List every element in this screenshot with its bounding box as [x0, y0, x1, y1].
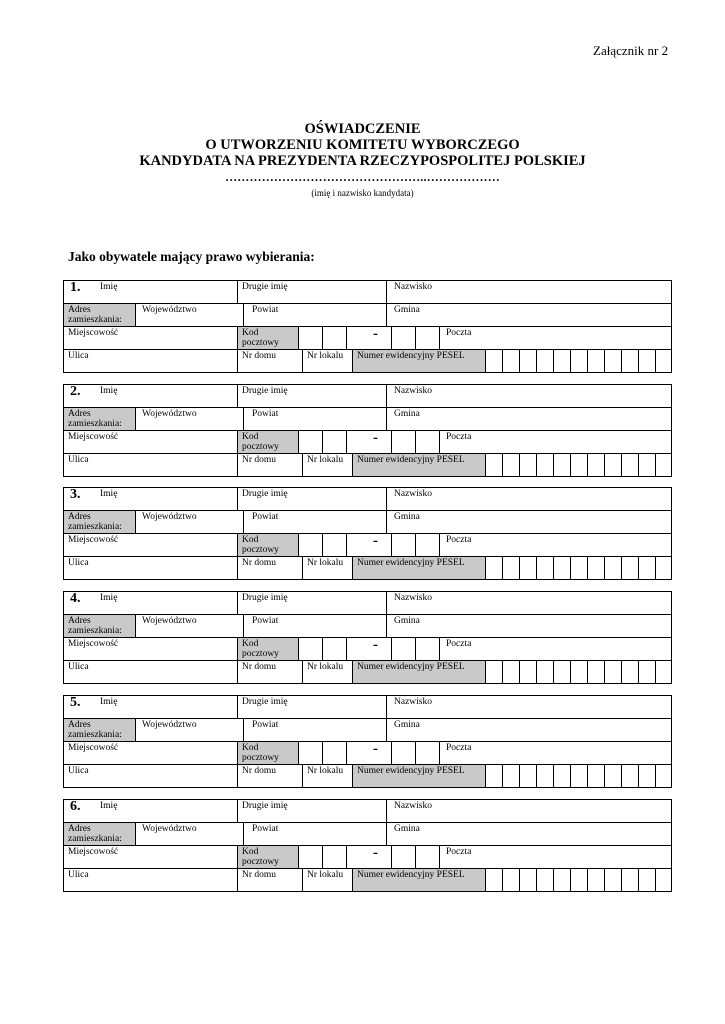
address-label-text: Adres zamieszkania: [68, 616, 122, 636]
pesel-digit-box[interactable] [621, 764, 639, 788]
last-name-field-text: Nazwisko [394, 282, 432, 292]
form-title: OŚWIADCZENIE [304, 121, 421, 137]
county-field[interactable] [243, 822, 387, 846]
commune-field-text: Gmina [394, 512, 420, 522]
street-field[interactable] [63, 660, 238, 684]
pesel-digit-box[interactable] [655, 868, 672, 892]
postal-digit-box[interactable] [391, 741, 416, 765]
postal-digit-box[interactable] [322, 741, 347, 765]
locality-field-text: Miejscowość [68, 328, 119, 338]
second-name-field[interactable] [237, 280, 387, 304]
commune-field-text: Gmina [394, 720, 420, 730]
first-name-field-text: Imię [100, 593, 118, 603]
pesel-label [352, 764, 486, 788]
second-name-field-text: Drugie imię [242, 593, 288, 603]
locality-field[interactable] [63, 637, 238, 661]
commune-field-text: Gmina [394, 824, 420, 834]
pesel-digit-box[interactable] [519, 660, 537, 684]
commune-field[interactable] [386, 407, 672, 431]
pesel-digit-box[interactable] [485, 453, 503, 477]
pesel-digit-box[interactable] [536, 764, 554, 788]
postal-digit-box[interactable] [298, 533, 323, 557]
pesel-digit-box[interactable] [485, 764, 503, 788]
address-label [63, 407, 136, 431]
house-number-field-text: Nr domu [242, 766, 277, 776]
voivodeship-field[interactable] [135, 407, 244, 431]
post-office-field-text: Poczta [446, 432, 472, 442]
pesel-digit-box[interactable] [485, 556, 503, 580]
postal-dash: - [373, 637, 378, 653]
pesel-digit-box[interactable] [502, 453, 520, 477]
address-label-text: Adres zamieszkania: [68, 305, 122, 325]
pesel-digit-box[interactable] [485, 868, 503, 892]
first-name-field-text: Imię [100, 489, 118, 499]
post-office-field-text: Poczta [446, 743, 472, 753]
post-office-field[interactable] [439, 430, 672, 454]
pesel-digit-box[interactable] [621, 660, 639, 684]
last-name-field-text: Nazwisko [394, 386, 432, 396]
pesel-digit-box[interactable] [485, 349, 503, 373]
flat-number-field[interactable] [302, 764, 353, 788]
pesel-digit-box[interactable] [604, 453, 622, 477]
voivodeship-field[interactable] [135, 614, 244, 638]
pesel-label-text: Numer ewidencyjny PESEL [357, 662, 465, 672]
last-name-field-text: Nazwisko [394, 489, 432, 499]
postal-code-label [237, 741, 299, 765]
person-block [63, 487, 671, 579]
county-field-text: Powiat [252, 720, 279, 730]
postal-dash: - [373, 741, 378, 757]
county-field-text: Powiat [252, 305, 279, 315]
voivodeship-field-text: Województwo [142, 616, 197, 626]
pesel-digit-box[interactable] [536, 660, 554, 684]
pesel-digit-box[interactable] [553, 349, 571, 373]
address-label [63, 822, 136, 846]
street-field-text: Ulica [68, 766, 89, 776]
first-name-field-text: Imię [100, 386, 118, 396]
voivodeship-field-text: Województwo [142, 305, 197, 315]
attachment-label: Załącznik nr 2 [593, 43, 669, 58]
street-field[interactable] [63, 556, 238, 580]
pesel-digit-box[interactable] [587, 349, 605, 373]
commune-field[interactable] [386, 718, 672, 742]
post-office-field-text: Poczta [446, 328, 472, 338]
postal-digit-box[interactable] [298, 845, 323, 869]
post-office-field-text: Poczta [446, 639, 472, 649]
pesel-digit-box[interactable] [553, 453, 571, 477]
pesel-digit-box[interactable] [502, 868, 520, 892]
address-label [63, 614, 136, 638]
post-office-field-text: Poczta [446, 535, 472, 545]
pesel-digit-box[interactable] [570, 556, 588, 580]
address-label-text: Adres zamieszkania: [68, 720, 122, 740]
postal-code-label-text: Kod pocztowy [242, 847, 279, 867]
house-number-field-text: Nr domu [242, 662, 277, 672]
voivodeship-field[interactable] [135, 822, 244, 846]
post-office-field[interactable] [439, 637, 672, 661]
last-name-field[interactable] [386, 384, 672, 408]
county-field[interactable] [243, 718, 387, 742]
person-number: 3. [70, 487, 81, 502]
street-field-text: Ulica [68, 558, 89, 568]
commune-field-text: Gmina [394, 409, 420, 419]
county-field[interactable] [243, 614, 387, 638]
postal-digit-box[interactable] [391, 533, 416, 557]
pesel-digit-box[interactable] [485, 660, 503, 684]
street-field[interactable] [63, 349, 238, 373]
pesel-label [352, 660, 486, 684]
locality-field[interactable] [63, 326, 238, 350]
first-name-field-text: Imię [100, 697, 118, 707]
pesel-digit-box[interactable] [519, 349, 537, 373]
postal-code-label-text: Kod pocztowy [242, 743, 279, 763]
candidate-name-hint: (imię i nazwisko kandydata) [311, 188, 414, 198]
postal-digit-box[interactable] [322, 845, 347, 869]
pesel-digit-box[interactable] [638, 660, 656, 684]
postal-dash-cell [346, 741, 392, 765]
pesel-label-text: Numer ewidencyjny PESEL [357, 351, 465, 361]
postal-dash: - [373, 533, 378, 549]
pesel-label-text: Numer ewidencyjny PESEL [357, 766, 465, 776]
voivodeship-field[interactable] [135, 718, 244, 742]
last-name-field[interactable] [386, 487, 672, 511]
pesel-digit-box[interactable] [553, 764, 571, 788]
pesel-digit-box[interactable] [519, 556, 537, 580]
postal-dash: - [373, 845, 378, 861]
form-subtitle-2: KANDYDATA NA PREZYDENTA RZECZYPOSPOLITEJ POLSKIEJ [139, 153, 586, 169]
pesel-digit-box[interactable] [655, 764, 672, 788]
street-field[interactable] [63, 764, 238, 788]
house-number-field[interactable] [237, 453, 303, 477]
pesel-digit-box[interactable] [502, 660, 520, 684]
locality-field-text: Miejscowość [68, 639, 119, 649]
second-name-field-text: Drugie imię [242, 386, 288, 396]
voivodeship-field-text: Województwo [142, 409, 197, 419]
postal-dash: - [373, 430, 378, 446]
locality-field[interactable] [63, 741, 238, 765]
locality-field[interactable] [63, 533, 238, 557]
postal-digit-box[interactable] [298, 637, 323, 661]
candidate-name-line[interactable]: …………………………………………..……………… [225, 170, 500, 184]
commune-field[interactable] [386, 822, 672, 846]
county-field[interactable] [243, 510, 387, 534]
street-field-text: Ulica [68, 870, 89, 880]
second-name-field[interactable] [237, 799, 387, 823]
person-block [63, 384, 671, 476]
person-number: 4. [70, 591, 81, 606]
pesel-digit-box[interactable] [655, 453, 672, 477]
person-number: 1. [70, 280, 81, 295]
postal-digit-box[interactable] [298, 741, 323, 765]
second-name-field[interactable] [237, 591, 387, 615]
house-number-field-text: Nr domu [242, 351, 277, 361]
pesel-digit-box[interactable] [638, 556, 656, 580]
pesel-digit-box[interactable] [621, 868, 639, 892]
address-label [63, 303, 136, 327]
pesel-label [352, 453, 486, 477]
pesel-digit-box[interactable] [655, 349, 672, 373]
pesel-digit-box[interactable] [604, 660, 622, 684]
flat-number-field-text: Nr lokalu [307, 351, 344, 361]
intro-text: Jako obywatele mający prawo wybierania: [68, 249, 315, 264]
house-number-field[interactable] [237, 868, 303, 892]
last-name-field[interactable] [386, 695, 672, 719]
pesel-digit-box[interactable] [655, 556, 672, 580]
post-office-field-text: Poczta [446, 847, 472, 857]
house-number-field[interactable] [237, 660, 303, 684]
street-field[interactable] [63, 453, 238, 477]
postal-dash-cell [346, 326, 392, 350]
pesel-digit-box[interactable] [621, 349, 639, 373]
last-name-field-text: Nazwisko [394, 801, 432, 811]
flat-number-field-text: Nr lokalu [307, 766, 344, 776]
post-office-field[interactable] [439, 741, 672, 765]
flat-number-field-text: Nr lokalu [307, 870, 344, 880]
person-number: 5. [70, 695, 81, 710]
postal-digit-box[interactable] [322, 430, 347, 454]
pesel-digit-box[interactable] [536, 349, 554, 373]
first-name-field[interactable] [63, 799, 238, 823]
pesel-digit-box[interactable] [621, 556, 639, 580]
pesel-digit-box[interactable] [536, 868, 554, 892]
postal-digit-box[interactable] [415, 430, 440, 454]
commune-field-text: Gmina [394, 305, 420, 315]
street-field-text: Ulica [68, 351, 89, 361]
flat-number-field-text: Nr lokalu [307, 662, 344, 672]
house-number-field[interactable] [237, 349, 303, 373]
second-name-field-text: Drugie imię [242, 489, 288, 499]
post-office-field[interactable] [439, 533, 672, 557]
postal-code-label-text: Kod pocztowy [242, 328, 279, 348]
person-number: 2. [70, 384, 81, 399]
flat-number-field[interactable] [302, 868, 353, 892]
pesel-digit-box[interactable] [587, 764, 605, 788]
house-number-field[interactable] [237, 764, 303, 788]
pesel-digit-box[interactable] [587, 453, 605, 477]
postal-dash-cell [346, 430, 392, 454]
pesel-label [352, 349, 486, 373]
address-label-text: Adres zamieszkania: [68, 512, 122, 532]
postal-digit-box[interactable] [415, 533, 440, 557]
commune-field[interactable] [386, 510, 672, 534]
first-name-field-text: Imię [100, 801, 118, 811]
flat-number-field[interactable] [302, 349, 353, 373]
county-field[interactable] [243, 407, 387, 431]
flat-number-field-text: Nr lokalu [307, 455, 344, 465]
pesel-digit-box[interactable] [502, 764, 520, 788]
person-block [63, 799, 671, 891]
locality-field-text: Miejscowość [68, 847, 119, 857]
postal-digit-box[interactable] [322, 637, 347, 661]
postal-digit-box[interactable] [391, 326, 416, 350]
house-number-field-text: Nr domu [242, 455, 277, 465]
pesel-digit-box[interactable] [553, 556, 571, 580]
pesel-label-text: Numer ewidencyjny PESEL [357, 558, 465, 568]
post-office-field[interactable] [439, 845, 672, 869]
pesel-label [352, 868, 486, 892]
postal-dash-cell [346, 637, 392, 661]
pesel-digit-box[interactable] [655, 660, 672, 684]
pesel-digit-box[interactable] [570, 349, 588, 373]
person-block [63, 591, 671, 683]
voivodeship-field[interactable] [135, 510, 244, 534]
locality-field-text: Miejscowość [68, 535, 119, 545]
house-number-field-text: Nr domu [242, 558, 277, 568]
first-name-field-text: Imię [100, 282, 118, 292]
pesel-digit-box[interactable] [604, 349, 622, 373]
county-field-text: Powiat [252, 824, 279, 834]
form-subtitle-1: O UTWORZENIU KOMITETU WYBORCZEGO [205, 137, 520, 153]
pesel-digit-box[interactable] [502, 556, 520, 580]
pesel-digit-box[interactable] [519, 868, 537, 892]
postal-code-label [237, 533, 299, 557]
pesel-digit-box[interactable] [604, 764, 622, 788]
commune-field[interactable] [386, 614, 672, 638]
flat-number-field[interactable] [302, 453, 353, 477]
address-label-text: Adres zamieszkania: [68, 824, 122, 844]
postal-digit-box[interactable] [415, 845, 440, 869]
second-name-field[interactable] [237, 384, 387, 408]
pesel-digit-box[interactable] [587, 868, 605, 892]
voivodeship-field-text: Województwo [142, 824, 197, 834]
commune-field[interactable] [386, 303, 672, 327]
second-name-field[interactable] [237, 695, 387, 719]
pesel-digit-box[interactable] [604, 556, 622, 580]
commune-field-text: Gmina [394, 616, 420, 626]
pesel-digit-box[interactable] [604, 868, 622, 892]
county-field[interactable] [243, 303, 387, 327]
pesel-digit-box[interactable] [638, 453, 656, 477]
first-name-field[interactable] [63, 487, 238, 511]
first-name-field[interactable] [63, 591, 238, 615]
house-number-field[interactable] [237, 556, 303, 580]
postal-code-label [237, 326, 299, 350]
second-name-field-text: Drugie imię [242, 282, 288, 292]
street-field[interactable] [63, 868, 238, 892]
person-block [63, 695, 671, 787]
flat-number-field[interactable] [302, 660, 353, 684]
postal-dash-cell [346, 845, 392, 869]
locality-field[interactable] [63, 845, 238, 869]
person-block [63, 280, 671, 372]
address-label [63, 718, 136, 742]
first-name-field[interactable] [63, 280, 238, 304]
pesel-digit-box[interactable] [536, 556, 554, 580]
voivodeship-field-text: Województwo [142, 720, 197, 730]
postal-digit-box[interactable] [391, 637, 416, 661]
pesel-label [352, 556, 486, 580]
pesel-digit-box[interactable] [638, 764, 656, 788]
pesel-digit-box[interactable] [638, 868, 656, 892]
second-name-field-text: Drugie imię [242, 697, 288, 707]
last-name-field[interactable] [386, 591, 672, 615]
postal-code-label-text: Kod pocztowy [242, 535, 279, 555]
postal-digit-box[interactable] [391, 430, 416, 454]
pesel-label-text: Numer ewidencyjny PESEL [357, 455, 465, 465]
locality-field-text: Miejscowość [68, 743, 119, 753]
postal-digit-box[interactable] [322, 533, 347, 557]
postal-digit-box[interactable] [298, 326, 323, 350]
second-name-field[interactable] [237, 487, 387, 511]
pesel-digit-box[interactable] [587, 556, 605, 580]
flat-number-field[interactable] [302, 556, 353, 580]
locality-field[interactable] [63, 430, 238, 454]
last-name-field-text: Nazwisko [394, 697, 432, 707]
voivodeship-field[interactable] [135, 303, 244, 327]
postal-code-label-text: Kod pocztowy [242, 639, 279, 659]
postal-digit-box[interactable] [415, 637, 440, 661]
last-name-field[interactable] [386, 280, 672, 304]
address-label [63, 510, 136, 534]
pesel-digit-box[interactable] [553, 660, 571, 684]
postal-dash-cell [346, 533, 392, 557]
flat-number-field-text: Nr lokalu [307, 558, 344, 568]
pesel-digit-box[interactable] [553, 868, 571, 892]
postal-digit-box[interactable] [391, 845, 416, 869]
county-field-text: Powiat [252, 409, 279, 419]
pesel-digit-box[interactable] [519, 764, 537, 788]
post-office-field[interactable] [439, 326, 672, 350]
second-name-field-text: Drugie imię [242, 801, 288, 811]
house-number-field-text: Nr domu [242, 870, 277, 880]
person-number: 6. [70, 799, 81, 814]
postal-digit-box[interactable] [298, 430, 323, 454]
address-label-text: Adres zamieszkania: [68, 409, 122, 429]
postal-code-label [237, 637, 299, 661]
pesel-digit-box[interactable] [536, 453, 554, 477]
last-name-field[interactable] [386, 799, 672, 823]
pesel-digit-box[interactable] [519, 453, 537, 477]
voivodeship-field-text: Województwo [142, 512, 197, 522]
pesel-digit-box[interactable] [502, 349, 520, 373]
pesel-digit-box[interactable] [570, 453, 588, 477]
pesel-digit-box[interactable] [570, 868, 588, 892]
postal-digit-box[interactable] [322, 326, 347, 350]
street-field-text: Ulica [68, 662, 89, 672]
pesel-digit-box[interactable] [570, 660, 588, 684]
county-field-text: Powiat [252, 616, 279, 626]
pesel-digit-box[interactable] [570, 764, 588, 788]
pesel-digit-box[interactable] [621, 453, 639, 477]
street-field-text: Ulica [68, 455, 89, 465]
pesel-digit-box[interactable] [587, 660, 605, 684]
pesel-digit-box[interactable] [638, 349, 656, 373]
county-field-text: Powiat [252, 512, 279, 522]
last-name-field-text: Nazwisko [394, 593, 432, 603]
pesel-label-text: Numer ewidencyjny PESEL [357, 870, 465, 880]
postal-code-label [237, 845, 299, 869]
first-name-field[interactable] [63, 384, 238, 408]
postal-dash: - [373, 326, 378, 342]
postal-code-label [237, 430, 299, 454]
first-name-field[interactable] [63, 695, 238, 719]
locality-field-text: Miejscowość [68, 432, 119, 442]
postal-code-label-text: Kod pocztowy [242, 432, 279, 452]
postal-digit-box[interactable] [415, 741, 440, 765]
postal-digit-box[interactable] [415, 326, 440, 350]
